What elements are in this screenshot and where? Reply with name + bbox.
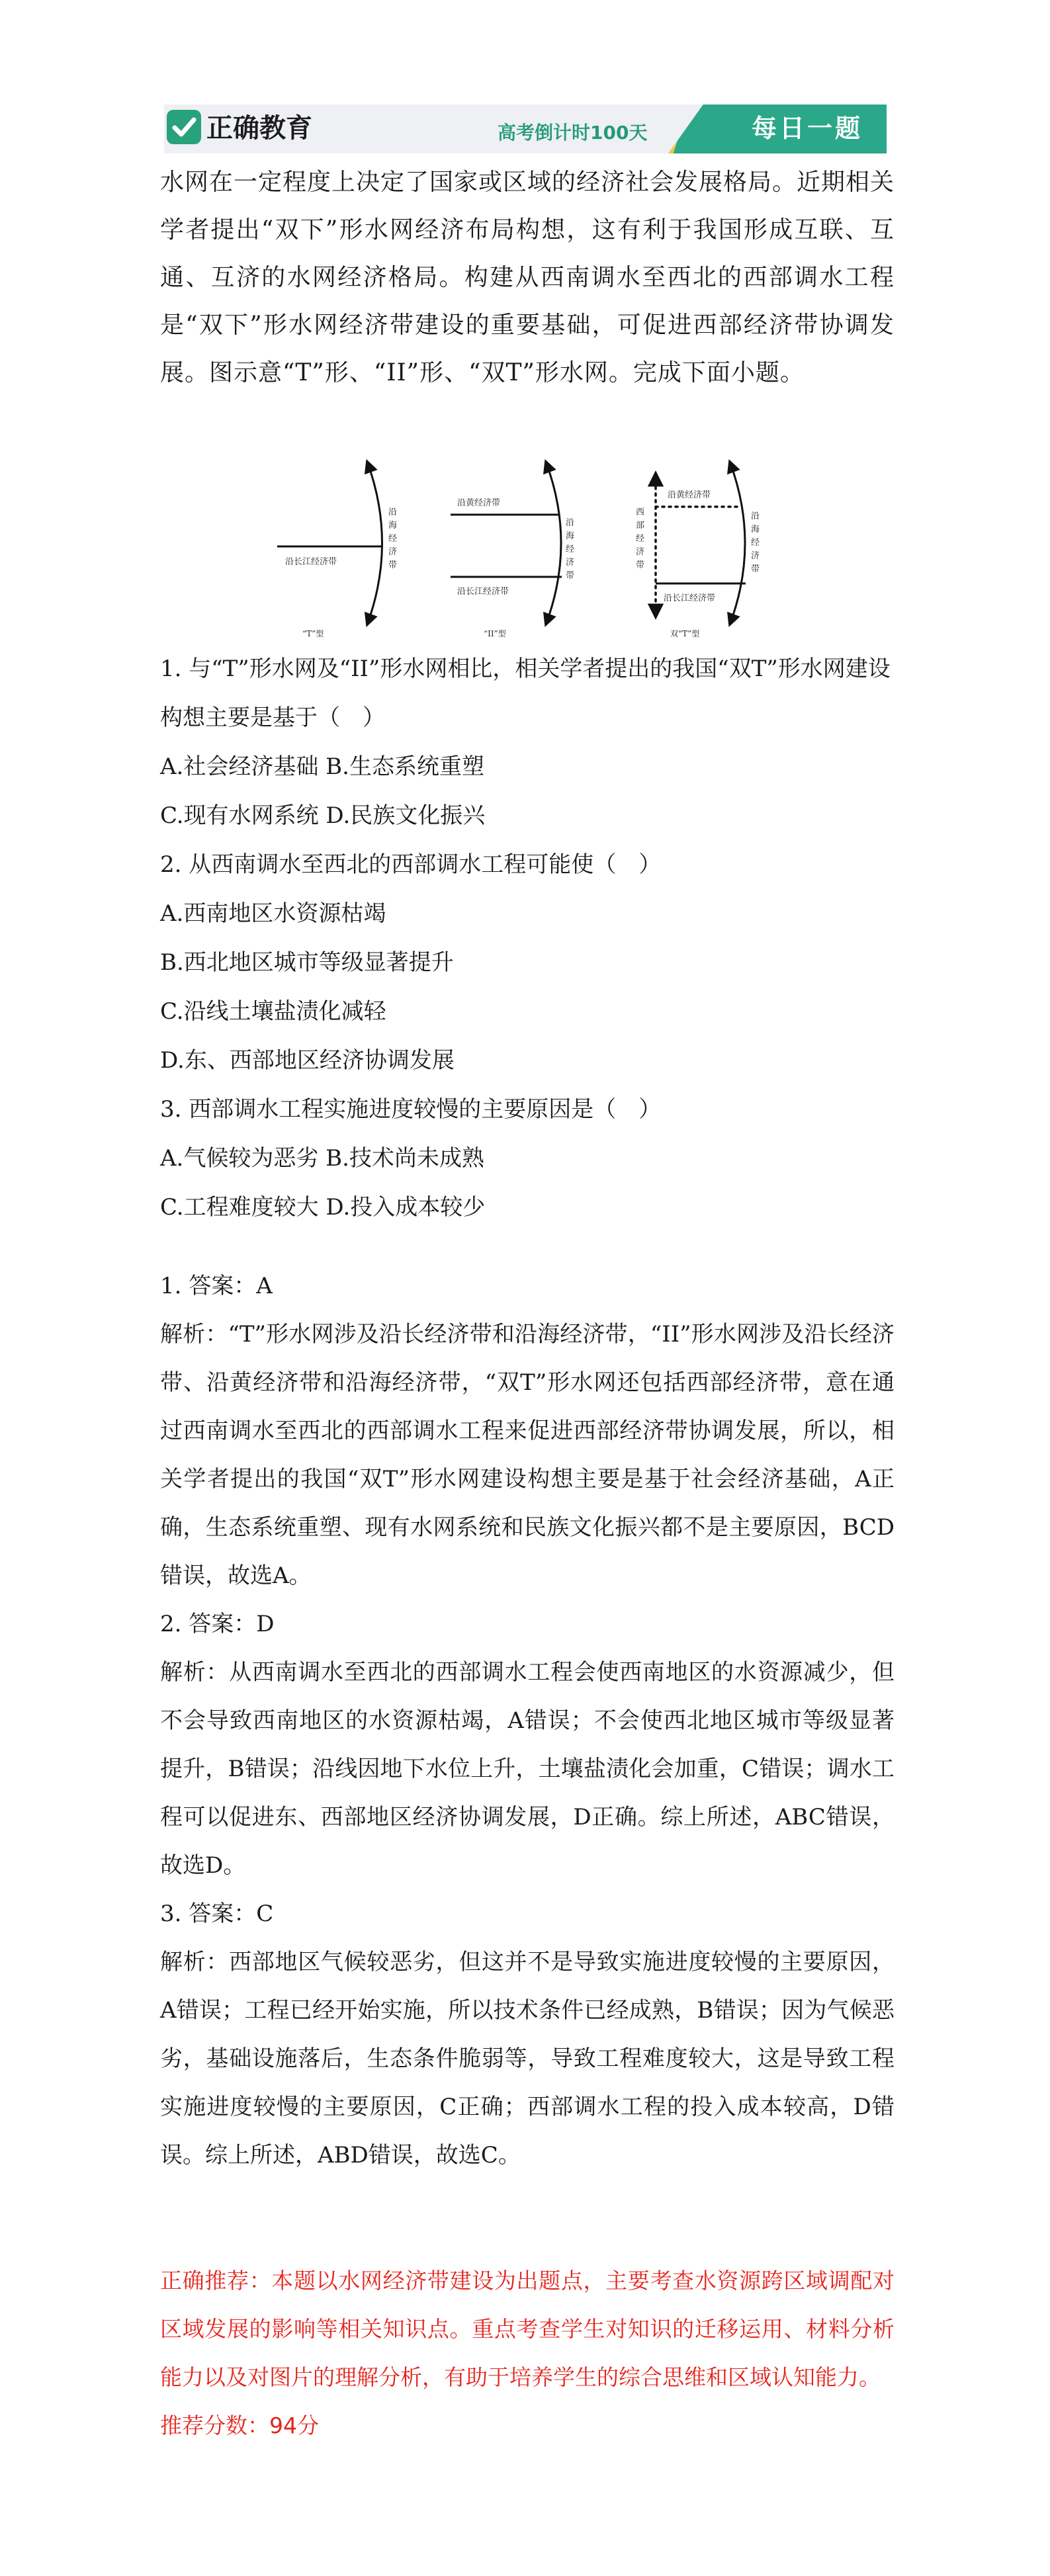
t-caption: “T”型 xyxy=(302,629,324,638)
double-t-west-char-1: 西 xyxy=(636,507,645,517)
answer-3: 3. 答案：C xyxy=(160,1901,274,1927)
checkmark-icon xyxy=(167,110,201,144)
ii-yellow-label: 沿黄经济带 xyxy=(457,498,501,508)
water-network-figure xyxy=(268,454,797,639)
ii-yangtze-label: 沿长江经济带 xyxy=(457,587,509,597)
double-t-coast-char-5: 带 xyxy=(751,564,760,574)
question-3-stem: 3. 西部调水工程实施进度较慢的主要原因是（ ） xyxy=(160,1096,662,1123)
ii-coast-char-2: 海 xyxy=(566,531,575,541)
t-coast-char-1: 沿 xyxy=(388,507,398,517)
t-coast-line xyxy=(367,462,382,624)
t-coast-char-2: 海 xyxy=(388,521,398,531)
t-coast-char-4: 济 xyxy=(388,547,398,557)
double-t-coast-char-2: 海 xyxy=(751,525,760,535)
ii-coast-char-4: 济 xyxy=(566,558,575,568)
double-t-yangtze-label: 沿长江经济带 xyxy=(664,593,716,603)
double-t-shape-panel xyxy=(636,462,760,638)
analysis-1: 解析：“T”形水网涉及沿长经济带和沿海经济带，“II”形水网涉及沿长经济带、沿黄经济带和沿海经济带，“双T”形水网还包括西部经济带，意在通过西南调水至西北的西部调水工程来促进西部经济带协调发展，所以，相关学者提出的我国“双T”形水网建设构想主要是基于社会经济基础，A正确，生态系统重塑、现有水网系统和民族文化振兴都不是主要原因，BCD错误，故选A。 xyxy=(160,1321,895,1589)
ii-coast-char-5: 带 xyxy=(566,571,575,581)
answer-2: 2. 答案：D xyxy=(160,1611,275,1637)
ii-coast-char-3: 经 xyxy=(566,544,575,554)
question-3-options-ab: A.气候较为恶劣 B.技术尚未成熟 xyxy=(160,1145,484,1172)
double-t-caption: 双“T”型 xyxy=(670,629,700,638)
ii-shape-panel xyxy=(451,462,574,638)
questions-section xyxy=(160,644,895,1232)
analysis-3: 解析：西部地区气候较恶劣，但这并不是导致实施进度较慢的主要原因，A错误；工程已经开始实施，所以技术条件已经成熟，B错误；因为气候恶劣，基础设施落后，生态条件脆弱等，导致工程难度较大，这是导致工程实施进度较慢的主要原因，C正确；西部调水工程的投入成本较高，D错误。综上所述，ABD错误，故选C。 xyxy=(160,1949,895,2168)
question-2-option-b: B.西北地区城市等级显著提升 xyxy=(160,949,454,976)
recommendation-section xyxy=(160,2256,895,2450)
double-t-west-char-2: 部 xyxy=(636,521,645,531)
t-yangtze-label: 沿长江经济带 xyxy=(285,557,337,567)
question-1-options-cd: C.现有水网系统 D.民族文化振兴 xyxy=(160,802,486,829)
answers-section xyxy=(160,1262,895,2180)
double-t-coast-char-1: 沿 xyxy=(751,511,760,521)
daily-question-label: 每日一题 xyxy=(751,114,863,143)
double-t-coast-char-4: 济 xyxy=(751,551,760,561)
question-1-stem: 1. 与“T”形水网及“II”形水网相比，相关学者提出的我国“双T”形水网建设构想主要是基于（ ） xyxy=(160,656,891,731)
ii-caption: “II”型 xyxy=(484,629,506,638)
brand-logo-text: 正确教育 xyxy=(206,113,312,144)
exam-countdown: 高考倒计时100天 xyxy=(498,122,648,144)
double-t-coast-char-3: 经 xyxy=(751,538,760,548)
t-shape-panel xyxy=(277,462,397,638)
question-3-options-cd: C.工程难度较大 D.投入成本较少 xyxy=(160,1194,486,1221)
ii-coast-line xyxy=(546,462,561,624)
question-2-option-a: A.西南地区水资源枯竭 xyxy=(160,900,386,927)
question-2-option-c: C.沿线土壤盐渍化减轻 xyxy=(160,998,386,1025)
t-coast-char-5: 带 xyxy=(388,560,398,570)
analysis-2: 解析：从西南调水至西北的西部调水工程会使西南地区的水资源减少，但不会导致西南地区的水资源枯竭，A错误；不会使西北地区城市等级显著提升，B错误；沿线因地下水位上升，土壤盐渍化会加重，C错误；调水工程可以促进东、西部地区经济协调发展，D正确。综上所述，ABC错误，故选D。 xyxy=(160,1659,895,1879)
recommendation-text: 正确推荐：本题以水网经济带建设为出题点，主要考查水资源跨区域调配对区域发展的影响等相关知识点。重点考查学生对知识的迁移运用、材料分析能力以及对图片的理解分析，有助于培养学生的综合思维和区域认知能力。 xyxy=(160,2268,895,2390)
double-t-west-char-5: 带 xyxy=(636,560,645,570)
double-t-yellow-label: 沿黄经济带 xyxy=(668,490,711,500)
question-2-stem: 2. 从西南调水至西北的西部调水工程可能使（ ） xyxy=(160,851,662,878)
intro-paragraph: 水网在一定程度上决定了国家或区域的经济社会发展格局。近期相关学者提出“双下”形水网经济布局构想，这有利于我国形成互联、互通、互济的水网经济格局。构建从西南调水至西北的西部调水工程是“双下”形水网经济带建设的重要基础，可促进西部经济带协调发展。图示意“T”形、“II”形、“双T”形水网。完成下面小题。 xyxy=(160,169,895,386)
ii-coast-char-1: 沿 xyxy=(566,518,575,528)
double-t-coast-line xyxy=(730,462,745,624)
t-coast-char-3: 经 xyxy=(388,534,398,544)
double-t-west-char-3: 经 xyxy=(636,534,645,544)
question-1-options-ab: A.社会经济基础 B.生态系统重塑 xyxy=(160,753,484,780)
question-2-option-d: D.东、西部地区经济协调发展 xyxy=(160,1047,455,1074)
answer-1: 1. 答案：A xyxy=(160,1273,273,1299)
recommendation-score: 推荐分数：94分 xyxy=(160,2413,319,2438)
water-network-diagram xyxy=(268,454,797,639)
double-t-west-char-4: 济 xyxy=(636,547,645,557)
